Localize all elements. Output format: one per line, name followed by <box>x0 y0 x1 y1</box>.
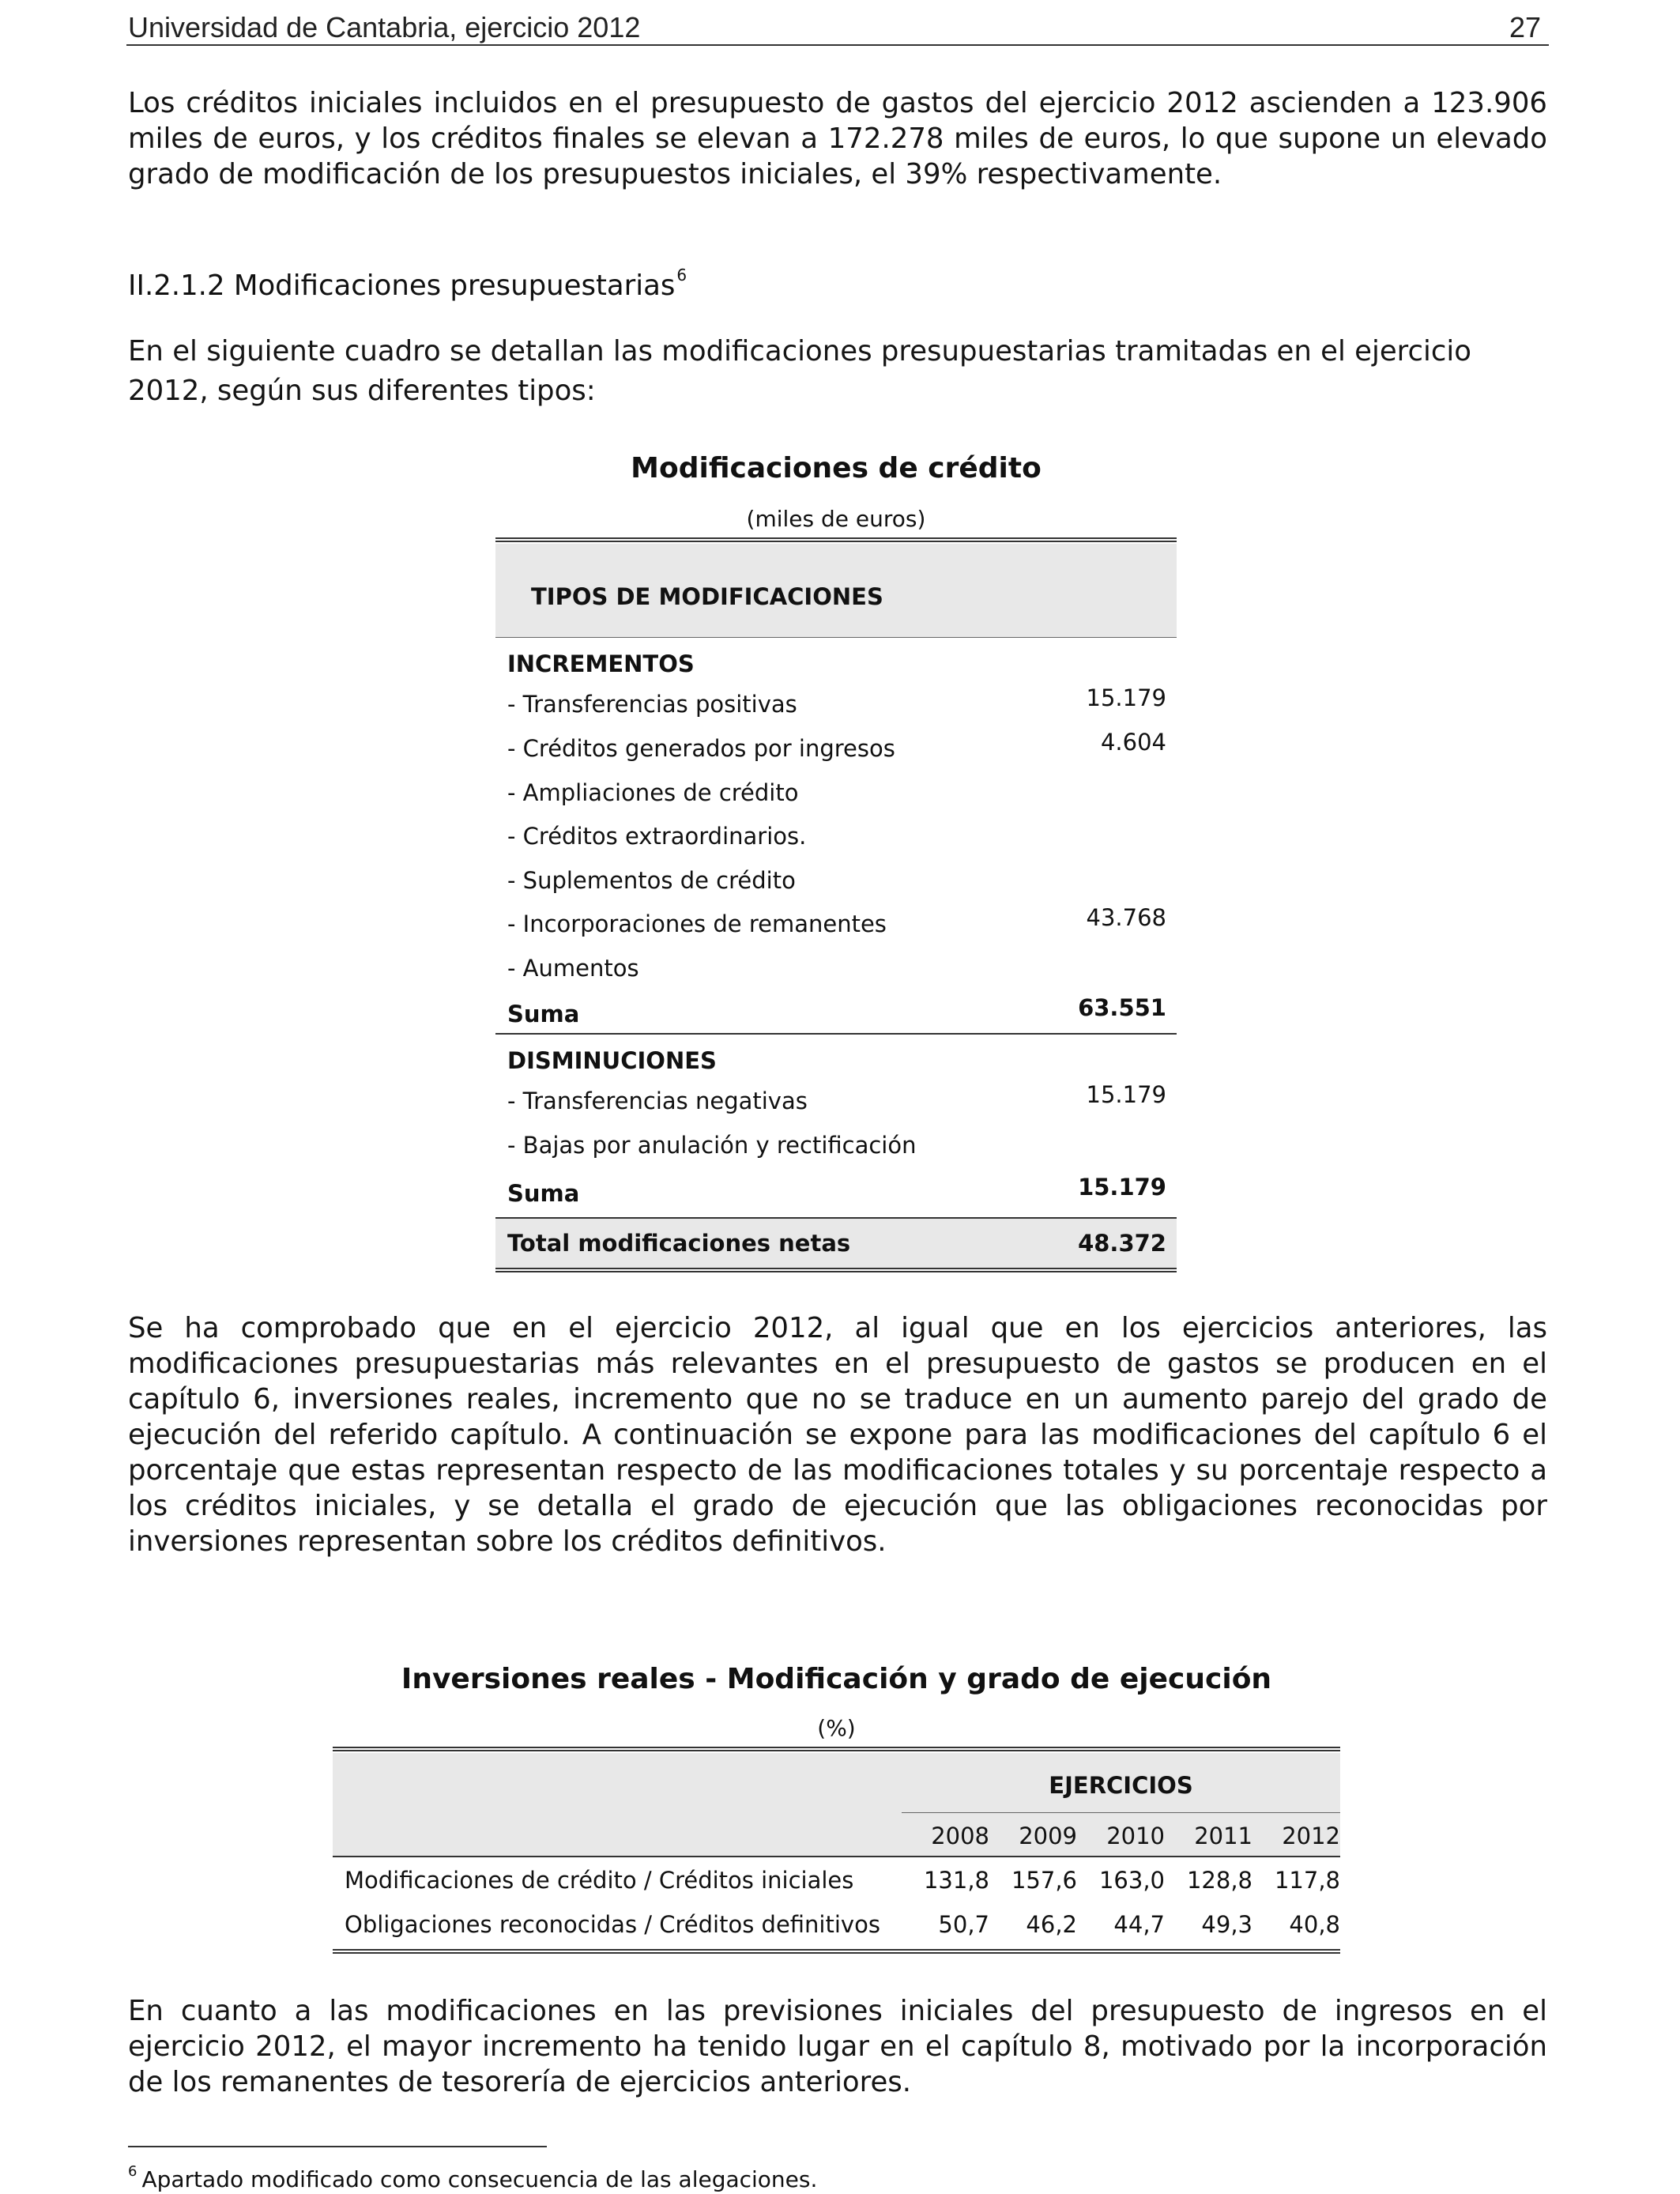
footnote-text: Apartado modificado como consecuencia de las alegaciones. <box>141 2166 818 2192</box>
suma-label: Suma <box>507 1001 580 1027</box>
row-label: - Transferencias negativas <box>507 1088 808 1114</box>
footnote-ref[interactable]: 6 <box>676 266 687 285</box>
row-label: - Transferencias positivas <box>507 691 797 718</box>
table-row <box>495 948 1177 988</box>
cell-value: 131,8 <box>923 1867 989 1894</box>
table2-header-rule <box>333 1856 1340 1857</box>
cell-value: 49,3 <box>1201 1911 1252 1938</box>
cell-value: 50,7 <box>938 1911 989 1938</box>
table-row <box>333 1903 1340 1947</box>
paragraph-cuadro-intro: En el siguiente cuadro se detallan las modificaciones presupuestarias tramitadas en el ejercicio 2012, según sus diferentes tipos: <box>128 335 1471 407</box>
row-label: Modificaciones de crédito / Créditos iniciales <box>345 1867 854 1894</box>
table2-subtitle: (%) <box>817 1715 856 1741</box>
row-label: Obligaciones reconocidas / Créditos definitivos <box>345 1911 880 1938</box>
table1-section-rule <box>495 1033 1177 1035</box>
table-row <box>333 1859 1340 1903</box>
footnote <box>128 2163 817 2192</box>
table1-bottom-rule <box>495 1268 1177 1272</box>
document-title: Universidad de Cantabria, ejercicio 2012 <box>128 11 641 43</box>
year-2011: 2011 <box>1194 1823 1252 1849</box>
row-label: - Aumentos <box>507 955 639 982</box>
paragraph-capitulo-6: Se ha comprobado que en el ejercicio 2012, al igual que en los ejercicios anteriores, las modificaciones presupuestarias más relevantes en el presupuesto de gastos se producen en el capítulo 6, inversiones reales, incremento que no se traduce en un aumento parejo del grado de ejecución del referido capítulo. A continuación se expone para las modificaciones del capítulo 6 el porcentaje que estas representan respecto de las modificaciones totales y su porcentaje respecto a los créditos iniciales, y se detalla el grado de ejecución que las obligaciones reconocidas por inversiones representan sobre los créditos definitivos. <box>128 1312 1547 1558</box>
paragraph-ingresos: En cuanto a las modificaciones en las previsiones iniciales del presupuesto de ingresos en el ejercicio 2012, el mayor incremento ha tenido lugar en el capítulo 8, motivado por la incorporación de los remanentes de tesorería de ejercicios anteriores. <box>128 1995 1547 2098</box>
cell-value: 128,8 <box>1186 1867 1252 1894</box>
year-2008: 2008 <box>931 1823 989 1849</box>
table-row <box>495 773 1177 812</box>
suma-value: 15.179 <box>1078 1174 1166 1201</box>
row-label: - Suplementos de crédito <box>507 867 796 894</box>
cell-value: 117,8 <box>1274 1867 1340 1894</box>
total-label: Total modificaciones netas <box>507 1230 851 1257</box>
cell-value: 44,7 <box>1113 1911 1165 1938</box>
suma-value: 63.551 <box>1078 994 1166 1021</box>
years-header <box>902 1823 1340 1856</box>
modificaciones-credito-table <box>495 537 1177 1274</box>
year-2010: 2010 <box>1106 1823 1165 1849</box>
table-row <box>495 816 1177 856</box>
table1-header <box>495 544 1177 637</box>
paragraph-creditos-iniciales: Los créditos iniciales incluidos en el presupuesto de gastos del ejercicio 2012 ascienden a 123.906 miles de euros, y los créditos finales se elevan a 172.278 miles de euros, lo que supone un elevado grado de modificación de los presupuestos iniciales, el 39% respectivamente. <box>128 87 1547 190</box>
total-value: 48.372 <box>1078 1230 1166 1257</box>
cell-value: 46,2 <box>1026 1911 1077 1938</box>
row-value: 43.768 <box>1086 904 1166 931</box>
table1-title: Modificaciones de crédito <box>631 452 1042 484</box>
cell-value: 157,6 <box>1011 1867 1077 1894</box>
table-row <box>495 861 1177 900</box>
incrementos-label: INCREMENTOS <box>507 650 695 677</box>
row-label: - Bajas por anulación y rectificación <box>507 1132 917 1159</box>
ejercicios-rule <box>902 1812 1340 1813</box>
section-heading <box>128 266 687 302</box>
row-value: 15.179 <box>1086 1081 1166 1108</box>
row-label: - Incorporaciones de remanentes <box>507 910 887 937</box>
page-header <box>126 6 1549 46</box>
row-value: 15.179 <box>1086 684 1166 711</box>
table-row <box>495 1125 1177 1165</box>
year-2012: 2012 <box>1282 1823 1340 1849</box>
suma-label: Suma <box>507 1180 580 1207</box>
page-number: 27 <box>1509 11 1541 43</box>
footnote-rule <box>128 2146 547 2147</box>
row-label: - Créditos extraordinarios. <box>507 823 807 850</box>
table-row <box>495 729 1177 768</box>
footnote-number: 6 <box>128 2163 137 2180</box>
table1-header-label: TIPOS DE MODIFICACIONES <box>531 583 883 610</box>
row-label: - Ampliaciones de crédito <box>507 779 799 806</box>
disminuciones-label: DISMINUCIONES <box>507 1047 717 1074</box>
disminuciones-suma-row <box>495 1174 1177 1213</box>
total-row <box>495 1219 1177 1268</box>
table2-bottom-rule <box>333 1949 1340 1954</box>
table1-header-rule <box>495 637 1177 638</box>
incrementos-suma-row <box>495 994 1177 1034</box>
inversiones-reales-table <box>333 1747 1340 1948</box>
table1-top-rule <box>495 537 1177 542</box>
table2-header <box>333 1753 1340 1856</box>
ejercicios-header: EJERCICIOS <box>1049 1772 1193 1799</box>
table2-top-rule <box>333 1747 1340 1751</box>
table-row <box>495 904 1177 944</box>
row-label: - Créditos generados por ingresos <box>507 735 895 762</box>
table-row <box>495 1081 1177 1121</box>
table-row <box>495 684 1177 724</box>
cell-value: 163,0 <box>1098 1867 1165 1894</box>
section-heading-text: II.2.1.2 Modificaciones presupuestarias <box>128 270 676 302</box>
table1-subtitle: (miles de euros) <box>746 506 926 532</box>
row-value: 4.604 <box>1100 729 1166 756</box>
cell-value: 40,8 <box>1289 1911 1340 1938</box>
table2-title: Inversiones reales - Modificación y grado de ejecución <box>401 1663 1272 1695</box>
year-2009: 2009 <box>1019 1823 1077 1849</box>
